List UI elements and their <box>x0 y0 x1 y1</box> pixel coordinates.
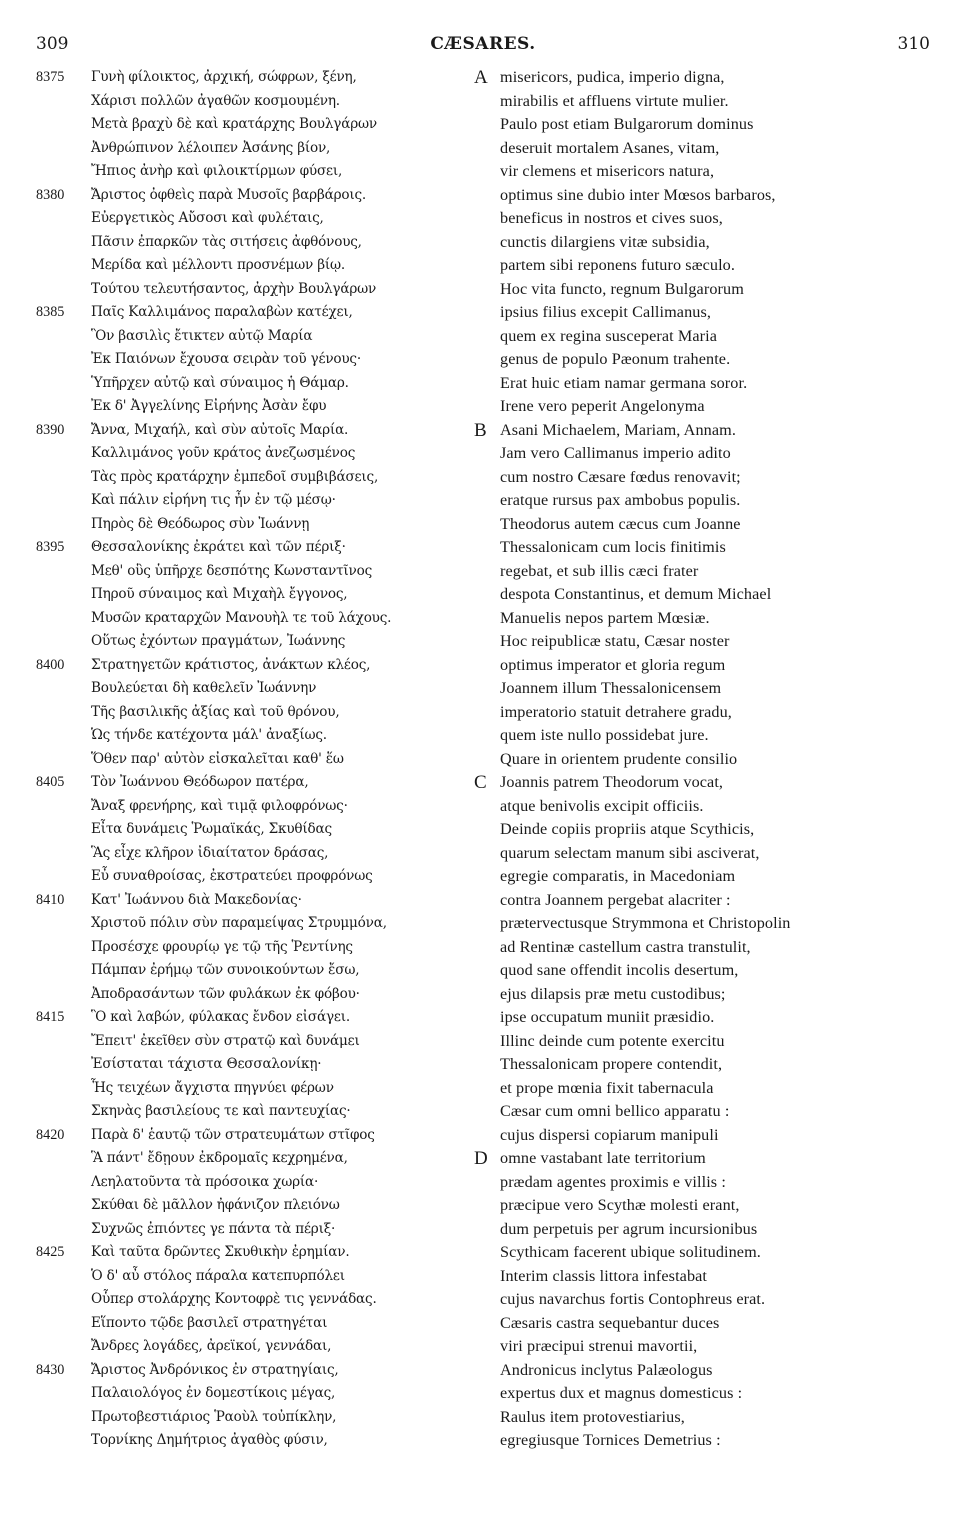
latin-verse-line <box>474 231 924 255</box>
latin-verse-line <box>474 959 924 983</box>
greek-verse-text: Ἐκ δ' Ἀγγελίνης Εἰρήνης Ἀσὰν ἔφυ <box>91 398 327 414</box>
greek-verse-line <box>36 1241 476 1265</box>
greek-verse-line <box>36 301 476 325</box>
greek-verse-line <box>36 1124 476 1148</box>
greek-verse-text: Τούτου τελευτήσαντος, ἀρχὴν Βουλγάρων <box>91 280 377 297</box>
greek-verse-text: Μετὰ βραχὺ δὲ καὶ κρατάρχης Βουλγάρων <box>91 116 377 132</box>
greek-verse-line <box>36 207 476 231</box>
latin-verse-line <box>474 1077 924 1101</box>
greek-verse-line <box>36 1030 476 1054</box>
greek-verse-text: Συχνῶς ἐπιόντες γε πάντα τὰ πέριξ· <box>91 1220 336 1237</box>
greek-verse-text: Χάρισι πολλῶν ἀγαθῶν κοσμουμένη. <box>91 92 340 109</box>
greek-verse-text: Ἃς εἶχε κλῆρον ἰδιαίτατον δράσας, <box>91 844 329 861</box>
greek-verse-line <box>36 1312 476 1336</box>
latin-verse-text: egregiusque Tornices Demetrius : <box>500 1431 721 1449</box>
greek-verse-text: Τὸν Ἰωάννου Θεόδωρον πατέρα, <box>91 774 309 790</box>
greek-verse-line <box>36 442 476 466</box>
greek-verse-text: Ἄριστος ὀφθεὶς παρὰ Μυσοῖς βαρβάροις. <box>91 186 367 203</box>
latin-verse-text: Interim classis littora infestabat <box>500 1266 708 1285</box>
greek-verse-line <box>36 372 476 396</box>
greek-verse-line <box>36 936 476 960</box>
greek-verse-text: Πᾶσιν ἐπαρκῶν τὰς σιτήσεις ἀφθόνους, <box>91 233 362 250</box>
latin-verse-text: viri præcipui strenui mavortii, <box>500 1337 698 1355</box>
latin-verse-text: partem sibi reponens futuro sæculo. <box>500 256 736 274</box>
latin-verse-line <box>474 1006 924 1030</box>
latin-verse-text: optimus imperator et gloria regum <box>500 655 726 674</box>
verse-number: 8390 <box>36 421 65 438</box>
latin-verse-text: cujus dispersi copiarum manipuli <box>500 1125 719 1144</box>
greek-verse-line <box>36 818 476 842</box>
greek-verse-line <box>36 489 476 513</box>
greek-verse-text: Ἄριστος Ἀνδρόνικος ἐν στρατηγίαις, <box>91 1361 339 1378</box>
latin-verse-line <box>474 865 924 889</box>
latin-verse-text: cujus navarchus fortis Contophreus erat. <box>500 1290 766 1308</box>
latin-verse-line <box>474 724 924 748</box>
greek-verse-text: Γυνὴ φίλοικτος, ἀρχική, σώφρων, ξένη, <box>91 69 357 85</box>
greek-verse-text: Εἵποντο τῷδε βασιλεῖ στρατηγέται <box>91 1314 328 1331</box>
greek-verse-line <box>36 1218 476 1242</box>
verse-number: 8400 <box>36 656 65 673</box>
latin-verse-line <box>474 90 924 114</box>
latin-verse-line <box>474 536 924 560</box>
latin-verse-line <box>474 983 924 1007</box>
greek-verse-line <box>36 1382 476 1406</box>
latin-verse-line <box>474 1406 924 1430</box>
latin-verse-line <box>474 818 924 842</box>
latin-verse-text: cunctis dilargiens vitæ subsidia, <box>500 232 710 251</box>
latin-verse-line <box>474 513 924 537</box>
latin-verse-text: despota Constantinus, et demum Michael <box>500 585 772 603</box>
latin-verse-text: beneficus in nostros et cives suos, <box>500 209 723 227</box>
greek-verse-text: Ὁ δ' αὖ στόλος πάραλα κατεπυρπόλει <box>91 1267 345 1284</box>
latin-verse-text: Scythicam facerent ubique solitudinem. <box>500 1243 761 1261</box>
greek-verse-text: Πάμπαν ἐρήμῳ τῶν συνοικούντων ἔσω, <box>91 962 360 978</box>
greek-verse-line <box>36 607 476 631</box>
greek-verse-line <box>36 583 476 607</box>
greek-verse-text: Ἧς τειχέων ἄγχιστα πηγνύει φέρων <box>91 1079 334 1096</box>
latin-translation-column <box>474 66 924 1453</box>
latin-verse-text: ipse occupatum muniit præsidio. <box>500 1008 715 1026</box>
greek-verse-line <box>36 959 476 983</box>
greek-verse-line <box>36 513 476 537</box>
greek-verse-text: Ἤπιος ἀνὴρ καὶ φιλοικτίρμων φύσει, <box>91 163 343 179</box>
greek-verse-text: Τορνίκης Δημήτριος ἀγαθὸς φύσιν, <box>91 1432 328 1448</box>
greek-verse-text: Εἶτα δυνάμεις Ῥωμαϊκάς, Σκυθίδας <box>91 821 332 837</box>
latin-verse-text: ejus dilapsis præ metu custodibus; <box>500 984 726 1003</box>
latin-verse-text: Andronicus inclytus Palæologus <box>500 1360 713 1379</box>
greek-verse-text: Ὅθεν παρ' αὐτὸν εἰσκαλεῖται καθ' ἕω <box>91 750 344 767</box>
greek-verse-text: Οὗπερ στολάρχης Κοντοφρὲ τις γεννάδας. <box>91 1291 377 1307</box>
latin-verse-line <box>474 325 924 349</box>
latin-verse-text: Hoc vita functo, regnum Bulgarorum <box>500 279 744 298</box>
greek-verse-line <box>36 842 476 866</box>
verse-number: 8385 <box>36 304 65 320</box>
latin-verse-text: ad Rentinæ castellum castra transtulit, <box>500 937 751 956</box>
latin-verse-line <box>474 419 924 443</box>
verse-number: 8395 <box>36 539 65 555</box>
latin-verse-line <box>474 160 924 184</box>
greek-verse-text: Ἔπειτ' ἐκεῖθεν σὺν στρατῷ καὶ δυνάμει <box>91 1032 360 1049</box>
greek-verse-text: Μερίδα καὶ μέλλοντι προσνέμων βίῳ. <box>91 257 346 273</box>
greek-verse-text: Οὕτως ἐχόντων πραγμάτων, Ἰωάννης <box>91 633 346 649</box>
greek-verse-text: Καὶ ταῦτα δρῶντες Σκυθικὴν ἐρημίαν. <box>91 1244 350 1260</box>
greek-verse-text: Ἀνθρώπινον λέλοιπεν Ἀσάνης βίον, <box>91 139 331 156</box>
greek-verse-line <box>36 113 476 137</box>
greek-verse-line <box>36 983 476 1007</box>
greek-verse-text: Μεθ' οὓς ὑπῆρχε δεσπότης Κωνσταντῖνος <box>91 562 373 579</box>
greek-verse-line <box>36 1053 476 1077</box>
latin-verse-line <box>474 1030 924 1054</box>
greek-verse-text: Ὑπῆρχεν αὐτῷ καὶ σύναιμος ἡ Θάμαρ. <box>91 374 349 391</box>
greek-verse-line <box>36 1429 476 1453</box>
section-marker: C <box>474 772 487 793</box>
greek-verse-text: Ὃ καὶ λαβών, φύλακας ἔνδον εἰσάγει. <box>91 1009 350 1025</box>
latin-verse-line <box>474 254 924 278</box>
greek-verse-line <box>36 654 476 678</box>
greek-verse-line <box>36 889 476 913</box>
greek-text-column <box>36 66 476 1453</box>
greek-verse-line <box>36 1194 476 1218</box>
latin-verse-line <box>474 184 924 208</box>
latin-verse-text: mirabilis et affluens virtute mulier. <box>500 91 729 110</box>
latin-verse-line <box>474 301 924 325</box>
greek-verse-text: Βουλεύεται δὴ καθελεῖν Ἰωάννην <box>91 680 317 696</box>
latin-verse-text: Thessalonicam propere contendit, <box>500 1055 723 1073</box>
section-marker: A <box>474 67 488 88</box>
latin-verse-text: quem iste nullo possidebat jure. <box>500 726 709 744</box>
latin-verse-text: cum nostro Cæsare fœdus renovavit; <box>500 467 741 486</box>
latin-verse-text: regebat, et sub illis cæci frater <box>500 561 699 580</box>
greek-verse-text: Παρὰ δ' ἑαυτῷ τῶν στρατευμάτων στῖφος <box>91 1126 375 1143</box>
latin-verse-text: Thessalonicam cum locis finitimis <box>500 538 726 556</box>
latin-verse-line <box>474 1241 924 1265</box>
latin-verse-line <box>474 701 924 725</box>
verse-number: 8430 <box>36 1361 65 1378</box>
latin-verse-text: expertus dux et magnus domesticus : <box>500 1384 743 1402</box>
greek-verse-line <box>36 1406 476 1430</box>
greek-verse-line <box>36 1006 476 1030</box>
latin-verse-line <box>474 912 924 936</box>
greek-verse-line <box>36 395 476 419</box>
greek-verse-line <box>36 536 476 560</box>
greek-verse-text: Ἐκ Παιόνων ἔχουσα σειρὰν τοῦ γένους· <box>91 351 361 367</box>
latin-verse-text: Paulo post etiam Bulgarorum dominus <box>500 115 754 133</box>
latin-verse-text: Cæsar cum omni bellico apparatu : <box>500 1102 730 1120</box>
greek-verse-line <box>36 325 476 349</box>
latin-verse-line <box>474 607 924 631</box>
greek-verse-text: Λεηλατοῦντα τὰ πρόσοικα χωρία· <box>91 1173 319 1190</box>
greek-verse-text: Πηρὸς δὲ Θεόδωρος σὺν Ἰωάννῃ <box>91 515 310 532</box>
latin-verse-text: Cæsaris castra sequebantur duces <box>500 1313 720 1332</box>
latin-verse-text: prædam agentes proximis e villis : <box>500 1172 726 1191</box>
latin-verse-line <box>474 1218 924 1242</box>
verse-number: 8420 <box>36 1126 65 1143</box>
greek-verse-line <box>36 184 476 208</box>
greek-verse-text: Ἄνδρες λογάδες, ἀρεϊκοί, γεννάδαι, <box>91 1338 332 1354</box>
greek-verse-line <box>36 701 476 725</box>
page-header <box>36 34 930 56</box>
greek-verse-text: Σκύθαι δὲ μᾶλλον ἠφάνιζον πλειόνω <box>91 1197 340 1213</box>
greek-verse-line <box>36 348 476 372</box>
greek-verse-text: Ἃ πάντ' ἔδῃουν ἐκδρομαῖς κεχρημένα, <box>91 1150 348 1166</box>
latin-verse-line <box>474 936 924 960</box>
latin-verse-line <box>474 137 924 161</box>
latin-verse-line <box>474 278 924 302</box>
latin-verse-text: optimus sine dubio inter Mœsos barbaros, <box>500 185 776 204</box>
greek-verse-text: Σκηνὰς βασιλείους τε καὶ παντευχίας· <box>91 1103 351 1119</box>
latin-verse-line <box>474 442 924 466</box>
latin-verse-text: Erat huic etiam namar germana soror. <box>500 373 748 392</box>
greek-verse-line <box>36 795 476 819</box>
verse-number: 8405 <box>36 774 65 790</box>
latin-verse-line <box>474 1171 924 1195</box>
greek-verse-line <box>36 1265 476 1289</box>
greek-verse-text: Τῆς βασιλικῆς ἀξίας καὶ τοῦ θρόνου, <box>91 703 340 720</box>
latin-verse-text: et prope mœnia fixit tabernacula <box>500 1078 714 1097</box>
latin-verse-text: Raulus item protovestiarius, <box>500 1407 685 1426</box>
greek-verse-line <box>36 865 476 889</box>
latin-verse-line <box>474 207 924 231</box>
latin-verse-text: Manuelis nepos partem Mœsiæ. <box>500 608 710 627</box>
latin-verse-line <box>474 1288 924 1312</box>
greek-verse-line <box>36 231 476 255</box>
latin-verse-line <box>474 630 924 654</box>
greek-verse-line <box>36 1171 476 1195</box>
latin-verse-text: quarum selectam manum sibi asciverat, <box>500 843 760 862</box>
latin-verse-line <box>474 1053 924 1077</box>
latin-verse-line <box>474 677 924 701</box>
greek-verse-text: Εὖ συναθροίσας, ἐκστρατεύει προφρόνως <box>91 868 373 884</box>
greek-verse-text: Ὡς τήνδε κατέχοντα μάλ' ἀναξίως. <box>91 727 327 743</box>
greek-verse-text: Πηροῦ σύναιμος καὶ Μιχαὴλ ἔγγονος, <box>91 586 348 602</box>
latin-verse-line <box>474 1312 924 1336</box>
greek-verse-line <box>36 748 476 772</box>
greek-verse-line <box>36 1100 476 1124</box>
greek-verse-text: Κατ' Ἰωάννου διὰ Μακεδονίας· <box>91 891 302 908</box>
latin-verse-line <box>474 771 924 795</box>
greek-verse-text: Θεσσαλονίκης ἐκράτει καὶ τῶν πέριξ· <box>91 539 346 555</box>
greek-verse-text: Ἄννα, Μιχαήλ, καὶ σὺν αὐτοῖς Μαρία. <box>91 421 349 438</box>
verse-number: 8380 <box>36 186 65 203</box>
latin-verse-text: prætervectusque Strymmona et Christopolin <box>500 914 791 932</box>
greek-verse-text: Τὰς πρὸς κρατάρχην ἐμπεδοῖ συμβιβάσεις, <box>91 468 379 485</box>
latin-verse-line <box>474 583 924 607</box>
latin-verse-text: ipsius filius excepit Callimanus, <box>500 303 712 321</box>
greek-verse-line <box>36 466 476 490</box>
verse-number: 8425 <box>36 1244 65 1260</box>
greek-verse-line <box>36 1335 476 1359</box>
latin-verse-line <box>474 1335 924 1359</box>
latin-verse-line <box>474 748 924 772</box>
greek-verse-line <box>36 419 476 443</box>
greek-verse-line <box>36 1077 476 1101</box>
greek-verse-text: Μυσῶν κραταρχῶν Μανουὴλ τε τοῦ λάχους. <box>91 609 392 626</box>
latin-verse-line <box>474 1147 924 1171</box>
greek-verse-text: Παλαιολόγος ἐν δομεστίκοις μέγας, <box>91 1385 336 1401</box>
latin-verse-text: imperatorio statuit detrahere gradu, <box>500 702 732 721</box>
greek-verse-line <box>36 1359 476 1383</box>
latin-verse-line <box>474 889 924 913</box>
greek-verse-text: Πρωτοβεστιάριος Ῥαοὺλ τοὐπίκλην, <box>91 1408 337 1425</box>
greek-verse-line <box>36 66 476 90</box>
greek-verse-text: Ἄναξ φρενήρης, καὶ τιμᾷ φιλοφρόνως· <box>91 797 348 814</box>
latin-verse-line <box>474 113 924 137</box>
greek-verse-text: Στρατηγετῶν κράτιστος, ἀνάκτων κλέος, <box>91 656 371 673</box>
greek-verse-line <box>36 724 476 748</box>
latin-verse-text: præcipue vero Scythæ molesti erant, <box>500 1196 740 1214</box>
greek-verse-text: Ἀποδρασάντων τῶν φυλάκων ἐκ φόβου· <box>91 985 360 1002</box>
verse-number: 8375 <box>36 69 65 85</box>
latin-verse-line <box>474 1194 924 1218</box>
latin-verse-line <box>474 1429 924 1453</box>
greek-verse-text: Ὃν βασιλὶς ἔτικτεν αὐτῷ Μαρία <box>91 327 313 344</box>
latin-verse-text: Theodorus autem cæcus cum Joanne <box>500 514 741 533</box>
greek-verse-line <box>36 630 476 654</box>
latin-verse-text: Illinc deinde cum potente exercitu <box>500 1031 725 1050</box>
latin-verse-text: Deinde copiis propriis atque Scythicis, <box>500 820 755 838</box>
section-marker: D <box>474 1148 488 1169</box>
greek-verse-line <box>36 771 476 795</box>
latin-verse-text: atque benivolis excipit officiis. <box>500 796 704 815</box>
greek-verse-text: Χριστοῦ πόλιν σὺν παραμείψας Στρυμμόνα, <box>91 915 387 931</box>
latin-verse-line <box>474 348 924 372</box>
greek-verse-text: Καλλιμάνος γοῦν κράτος ἀνεζωσμένος <box>91 445 356 461</box>
greek-verse-line <box>36 278 476 302</box>
latin-verse-text: quem ex regina susceperat Maria <box>500 326 718 345</box>
greek-verse-line <box>36 137 476 161</box>
latin-verse-text: Irene vero peperit Angelonyma <box>500 397 705 415</box>
greek-verse-line <box>36 160 476 184</box>
latin-verse-line <box>474 66 924 90</box>
greek-verse-text: Εὐεργετικὸς Αὔσοσι καὶ φυλέταις, <box>91 210 324 226</box>
latin-verse-text: dum perpetuis per agrum incursionibus <box>500 1219 758 1238</box>
latin-verse-line <box>474 372 924 396</box>
greek-verse-text: Ἐσίσταται τάχιστα Θεσσαλονίκῃ· <box>91 1056 322 1072</box>
latin-verse-text: quod sane offendit incolis desertum, <box>500 961 739 979</box>
latin-verse-text: deseruit mortalem Asanes, vitam, <box>500 138 720 157</box>
greek-verse-line <box>36 560 476 584</box>
latin-verse-line <box>474 795 924 819</box>
latin-verse-text: genus de populo Pæonum trahente. <box>500 350 731 368</box>
latin-verse-line <box>474 466 924 490</box>
section-marker: B <box>474 419 487 441</box>
verse-number: 8410 <box>36 891 65 908</box>
greek-verse-line <box>36 1147 476 1171</box>
latin-verse-text: eratque rursus pax ambobus populis. <box>500 491 741 509</box>
greek-verse-line <box>36 677 476 701</box>
latin-verse-text: egregie comparatis, in Macedoniam <box>500 867 736 885</box>
latin-verse-line <box>474 560 924 584</box>
left-page-number: 309 <box>36 34 69 54</box>
latin-verse-text: Asani Michaelem, Mariam, Annam. <box>500 420 736 439</box>
latin-verse-line <box>474 1100 924 1124</box>
latin-verse-line <box>474 1265 924 1289</box>
latin-verse-text: Jam vero Callimanus imperio adito <box>500 444 731 462</box>
latin-verse-text: contra Joannem pergebat alacriter : <box>500 890 731 909</box>
latin-verse-text: vir clemens et misericors natura, <box>500 162 715 180</box>
latin-verse-line <box>474 1382 924 1406</box>
latin-verse-text: misericors, pudica, imperio digna, <box>500 68 725 86</box>
latin-verse-line <box>474 489 924 513</box>
greek-verse-line <box>36 254 476 278</box>
latin-verse-line <box>474 1124 924 1148</box>
latin-verse-text: Joannis patrem Theodorum vocat, <box>500 773 724 791</box>
latin-verse-text: Joannem illum Thessalonicensem <box>500 679 722 697</box>
greek-verse-text: Καὶ πάλιν εἰρήνη τις ἦν ἐν τῷ μέσῳ· <box>91 492 336 508</box>
greek-verse-text: Προσέσχε φρουρίῳ γε τῷ τῆς Ῥεντίνης <box>91 938 353 955</box>
greek-verse-text: Παῖς Καλλιμάνος παραλαβὼν κατέχει, <box>91 304 353 320</box>
running-title: CÆSARES. <box>430 34 536 54</box>
latin-verse-text: Hoc reipublicæ statu, Cæsar noster <box>500 632 730 650</box>
verse-number: 8415 <box>36 1009 65 1025</box>
greek-verse-line <box>36 90 476 114</box>
latin-verse-text: omne vastabant late territorium <box>500 1149 706 1167</box>
latin-verse-text: Quare in orientem prudente consilio <box>500 749 738 768</box>
latin-verse-line <box>474 395 924 419</box>
latin-verse-line <box>474 1359 924 1383</box>
greek-verse-line <box>36 1288 476 1312</box>
latin-verse-line <box>474 842 924 866</box>
right-page-number: 310 <box>897 34 930 54</box>
latin-verse-line <box>474 654 924 678</box>
greek-verse-line <box>36 912 476 936</box>
